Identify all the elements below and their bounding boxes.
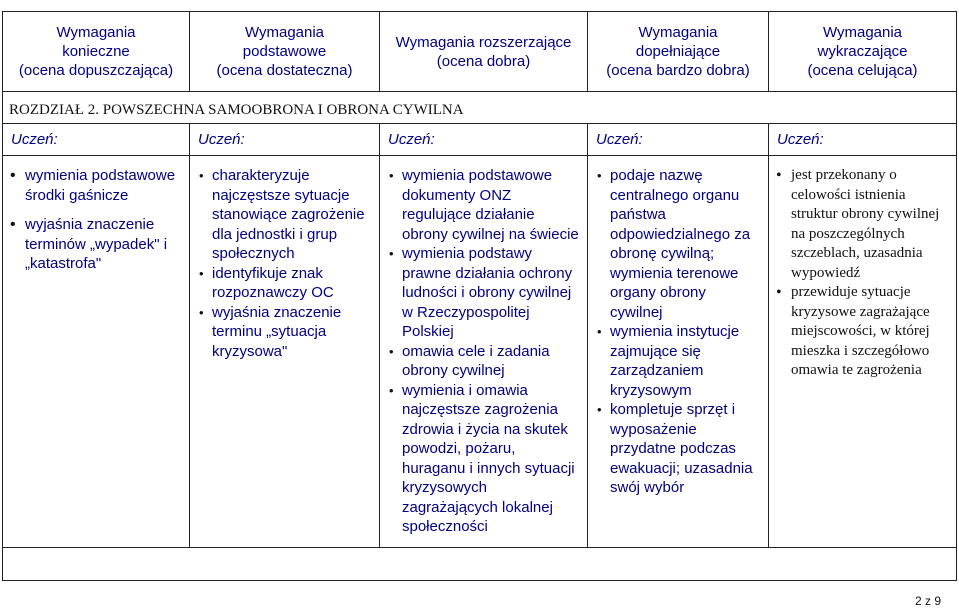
list-item xyxy=(597,322,760,400)
content-cell-3 xyxy=(380,156,588,548)
list-item xyxy=(199,166,371,264)
header-grade: (ocena dostateczna) xyxy=(216,62,353,79)
requirements-list xyxy=(778,166,948,381)
requirements-list xyxy=(389,166,579,537)
student-label: Uczeń: xyxy=(596,131,643,148)
student-label-cell xyxy=(769,124,957,156)
bullet-icon: • xyxy=(776,167,782,184)
bullet-icon: • xyxy=(597,324,602,339)
header-cell-2 xyxy=(190,12,380,92)
list-item xyxy=(389,381,579,537)
header-subtitle: podstawowe xyxy=(242,43,327,60)
bullet-icon: • xyxy=(389,168,394,183)
list-item-text: kompletuje sprzęt i wyposażenie przydatne podczas ewakuacji; uzasadnia swój wybór xyxy=(610,401,753,496)
empty-cell xyxy=(3,548,957,581)
header-title: Wymagania rozszerzające xyxy=(395,33,572,51)
list-item-text: wymienia podstawowe środki gaśnicze xyxy=(25,167,176,204)
bullet-icon: • xyxy=(597,168,602,183)
content-row xyxy=(3,156,957,548)
header-title: Wymagania xyxy=(638,24,718,41)
bullet-icon: • xyxy=(389,343,394,359)
list-item-text: jest przekonany o celowości istnienia struktur obrony cywilnej na poszczególnych szczeblach, uzasadnia wypowiedź xyxy=(791,167,940,281)
requirements-list xyxy=(597,166,760,498)
list-item xyxy=(199,303,371,362)
requirements-list xyxy=(12,166,181,274)
list-item-text: wymienia podstawy prawne działania ochrony ludności i obrony cywilnej w Rzeczypospolitej Polskiej xyxy=(402,245,573,340)
bullet-icon: • xyxy=(199,304,204,320)
list-item xyxy=(389,244,579,342)
bullet-icon: • xyxy=(10,167,16,184)
header-cell-1 xyxy=(3,12,190,92)
list-item-text: wymienia podstawowe dokumenty ONZ regulujące działanie obrony cywilnej na świecie xyxy=(402,167,579,243)
student-label-cell xyxy=(3,124,190,156)
student-label-cell xyxy=(190,124,380,156)
content-cell-1 xyxy=(3,156,190,548)
bullet-icon: • xyxy=(199,168,204,183)
list-item-text: charakteryzuje najczęstsze sytuacje stanowiące zagrożenie dla jednostki i grup społecznych xyxy=(212,167,365,262)
list-item xyxy=(597,400,760,498)
list-item xyxy=(597,166,760,322)
list-item xyxy=(199,264,371,303)
requirements-table xyxy=(2,11,957,581)
list-item-text: podaje nazwę centralnego organu państwa odpowiedzialnego za obronę cywilną; wymienia terenowe organy obrony cywilnej xyxy=(610,167,751,321)
student-label-cell xyxy=(588,124,769,156)
list-item xyxy=(12,166,181,205)
student-label: Uczeń: xyxy=(777,131,824,148)
bullet-icon: • xyxy=(389,246,394,261)
student-label: Uczeń: xyxy=(11,131,58,148)
header-subtitle: dopełniające xyxy=(635,43,721,60)
header-grade: (ocena dopuszczająca) xyxy=(18,62,174,79)
bullet-icon: • xyxy=(199,265,204,281)
bullet-icon: • xyxy=(10,216,16,233)
header-grade: (ocena bardzo dobra) xyxy=(606,62,750,79)
list-item-text: wyjaśnia znaczenie terminu „sytuacja kryzysowa" xyxy=(212,303,342,360)
list-item-text: wymienia i omawia najczęstsze zagrożenia zdrowia i życia na skutek powodzi, pożaru, huraganu i innych sytuacji kryzysowych zagrażających lokalnej społeczności xyxy=(402,381,575,535)
header-subtitle: konieczne xyxy=(62,43,130,60)
chapter-row xyxy=(3,92,957,124)
list-item-text: wyjaśnia znaczenie terminów „wypadek" i „katastrofa" xyxy=(25,216,168,272)
header-subtitle: wykraczające xyxy=(817,43,908,60)
chapter-cell xyxy=(3,92,957,124)
list-item xyxy=(778,283,948,381)
student-label-cell xyxy=(380,124,588,156)
header-grade: (ocena celująca) xyxy=(807,62,918,79)
list-item-text: omawia cele i zadania obrony cywilnej xyxy=(402,342,550,379)
chapter-title: ROZDZIAŁ 2. POWSZECHNA SAMOOBRONA I OBRONA CYWILNA xyxy=(9,102,464,118)
requirements-list xyxy=(199,166,371,361)
content-cell-2 xyxy=(190,156,380,548)
header-cell-3 xyxy=(380,12,588,92)
header-cell-4 xyxy=(588,12,769,92)
list-item-text: wymienia instytucje zajmujące się zarządzaniem kryzysowym xyxy=(610,323,740,399)
list-item xyxy=(389,166,579,244)
header-title: Wymagania xyxy=(244,24,325,41)
empty-row xyxy=(3,548,957,581)
student-label: Uczeń: xyxy=(198,131,245,148)
header-grade: (ocena dobra) xyxy=(436,52,531,70)
header-title: Wymagania xyxy=(56,24,136,41)
bullet-icon: • xyxy=(389,382,394,398)
student-label: Uczeń: xyxy=(388,131,435,148)
bullet-icon: • xyxy=(776,284,782,301)
content-cell-4 xyxy=(588,156,769,548)
list-item-text: przewiduje sytuacje kryzysowe zagrażające miejscowości, w której mieszka i szczegółowo omawia te zagrożenia xyxy=(791,284,930,378)
header-cell-5 xyxy=(769,12,957,92)
list-item xyxy=(12,215,181,274)
page-number: 2 z 9 xyxy=(914,594,941,608)
content-cell-5 xyxy=(769,156,957,548)
header-row xyxy=(3,12,957,92)
header-title: Wymagania xyxy=(822,24,903,41)
student-label-row xyxy=(3,124,957,156)
list-item xyxy=(389,342,579,381)
list-item-text: identyfikuje znak rozpoznawczy OC xyxy=(212,264,334,301)
bullet-icon: • xyxy=(597,402,602,417)
list-item xyxy=(778,166,948,283)
